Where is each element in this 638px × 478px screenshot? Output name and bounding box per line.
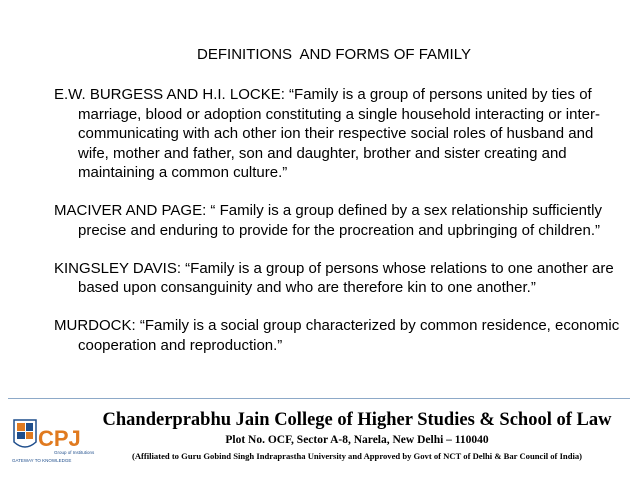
- college-name: Chanderprabhu Jain College of Higher Studies & School of Law: [102, 410, 612, 430]
- logo-subtext: Group of Institutions: [54, 450, 95, 455]
- cpj-logo-icon: [10, 412, 95, 466]
- definition-murdock: MURDOCK: “Family is a social group characterized by common residence, economic cooperation and reproduction.”: [54, 317, 620, 354]
- definition-maciver-page: MACIVER AND PAGE: “ Family is a group defined by a sex relationship sufficiently precise and enduring to provide for the procreation and upbringing of children.”: [54, 202, 603, 239]
- logo-tagline: GATEWAY TO KNOWLEDGE: [12, 458, 72, 463]
- definition-burgess-locke: E.W. BURGESS AND H.I. LOCKE: “Family is a group of persons united by ties of marriage, blood or adoption constituting a single household interacting or inter-communicating with ach other ion their respective social roles of husband and wife, mother and father, son and daughter, brother and sister creating and maintaining a common culture.”: [54, 86, 600, 181]
- college-logo: [10, 412, 95, 466]
- college-address: Plot No. OCF, Sector A-8, Narela, New Delhi – 110040: [225, 434, 489, 446]
- definitions-list: [54, 85, 624, 374]
- footer-divider: [8, 398, 630, 399]
- slide-title: DEFINITIONS AND FORMS OF FAMILY: [197, 46, 471, 63]
- college-affiliation: (Affiliated to Guru Gobind Singh Indraprastha University and Approved by Govt of NCT of Delhi & Bar Council of India): [131, 451, 583, 461]
- definition-kingsley-davis: KINGSLEY DAVIS: “Family is a group of persons whose relations to one another are based upon consanguinity and who are therefore kin to one another.”: [54, 259, 614, 296]
- logo-letters: CPJ: [38, 426, 81, 451]
